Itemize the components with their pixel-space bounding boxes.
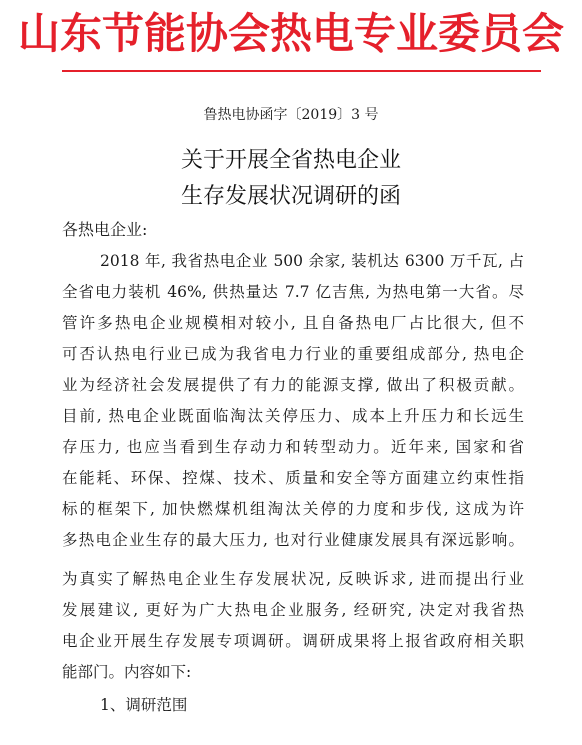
body-line: 能部门。内容如下: (62, 663, 192, 681)
organization-letterhead: 山东节能协会热电专业委员会 (17, 9, 564, 58)
body-line: 2018 年, 我省热电企业 500 余家, 装机达 6300 万千瓦, 占 (100, 252, 524, 270)
body-line: 管许多热电企业规模相对较小, 且自备热电厂占比很大, 但不 (62, 314, 524, 332)
body-line: 全省电力装机 46%, 供热量达 7.7 亿吉焦, 为热电第一大省。尽 (62, 283, 524, 301)
body-line: 目前, 热电企业既面临淘汰关停压力、成本上升压力和长远生 (62, 407, 524, 425)
body-line: 在能耗、环保、控煤、技术、质量和安全等方面建立约束性指 (62, 469, 524, 487)
body-line: 可否认热电行业已成为我省电力行业的重要组成部分, 热电企 (62, 345, 524, 363)
document-title-line-1: 关于开展全省热电企业 (180, 148, 401, 173)
letterhead-red-rule (62, 70, 541, 72)
salutation: 各热电企业: (62, 220, 148, 239)
section-heading: 1、调研范围 (100, 696, 188, 714)
body-line: 多热电企业生存的最大压力, 也对行业健康发展具有深远影响。 (62, 531, 524, 549)
body-line: 业为经济社会发展提供了有力的能源支撑, 做出了积极贡献。 (62, 376, 524, 394)
document-title-line-2: 生存发展状况调研的函 (180, 184, 401, 209)
document-number: 鲁热电协函字〔2019〕3 号 (203, 107, 379, 123)
body-line: 电企业开展生存发展专项调研。调研成果将上报省政府相关职 (62, 632, 524, 650)
body-line: 存压力, 也应当看到生存动力和转型动力。近年来, 国家和省 (62, 438, 524, 456)
body-line: 为真实了解热电企业生存发展状况, 反映诉求, 进而提出行业 (62, 570, 524, 588)
body-line: 标的框架下, 加快燃煤机组淘汰关停的力度和步伐, 这成为许 (62, 500, 524, 518)
body-line: 发展建议, 更好为广大热电企业服务, 经研究, 决定对我省热 (62, 601, 524, 619)
